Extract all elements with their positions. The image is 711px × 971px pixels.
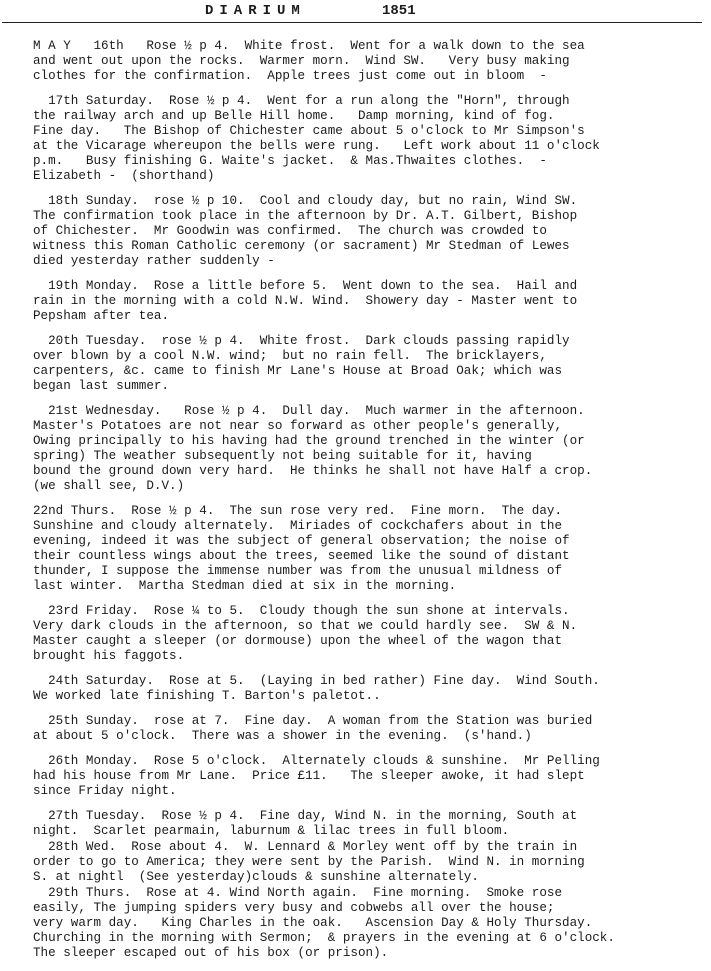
entry-line: and went out upon the rocks. Warmer morn. Wind SW. Very busy making	[33, 54, 570, 68]
entry-line: carpenters, &c. came to finish Mr Lane's House at Broad Oak; which was	[33, 364, 563, 378]
entry-line: 18th Sunday. rose ½ p 10. Cool and cloudy day, but no rain, Wind SW.	[33, 194, 578, 208]
diary-entry	[33, 334, 711, 394]
entry-line: 17th Saturday. Rose ½ p 4. Went for a run along the "Horn", through	[33, 94, 570, 108]
entry-line: 22nd Thurs. Rose ½ p 4. The sun rose very red. Fine morn. The day.	[33, 504, 563, 518]
entry-line: clothes for the confirmation. Apple trees just come out in bloom -	[33, 69, 547, 83]
header-year: 1851	[382, 3, 416, 19]
entry-line: rain in the morning with a cold N.W. Wind. Showery day - Master went to	[33, 294, 578, 308]
entry-line: at about 5 o'clock. There was a shower in the evening. (s'hand.)	[33, 729, 532, 743]
entry-line: 27th Tuesday. Rose ½ p 4. Fine day, Wind N. in the morning, South at	[33, 809, 578, 823]
entry-line: (we shall see, D.V.)	[33, 479, 185, 493]
diary-entry	[33, 674, 711, 704]
entry-line: The confirmation took place in the afternoon by Dr. A.T. Gilbert, Bishop	[33, 209, 578, 223]
diary-entry	[33, 504, 711, 594]
entry-line: witness this Roman Catholic ceremony (or sacrament) Mr Stedman of Lewes	[33, 239, 570, 253]
entry-line: S. at nightl (See yesterday)clouds & sunshine alternately.	[33, 870, 479, 884]
diary-entry	[33, 809, 711, 839]
diary-entry	[33, 194, 711, 269]
entry-line: 29th Thurs. Rose at 4. Wind North again. Fine morning. Smoke rose	[33, 886, 563, 900]
entry-line: of Chichester. Mr Goodwin was confirmed. The church was crowded to	[33, 224, 547, 238]
diary-entry	[33, 886, 711, 961]
diary-entry	[33, 404, 711, 494]
entry-line: 24th Saturday. Rose at 5. (Laying in bed rather) Fine day. Wind South.	[33, 674, 600, 688]
diary-entries	[33, 39, 711, 971]
entry-line: 20th Tuesday. rose ½ p 4. White frost. Dark clouds passing rapidly	[33, 334, 570, 348]
entry-line: p.m. Busy finishing G. Waite's jacket. & Mas.Thwaites clothes. -	[33, 154, 547, 168]
entry-line: at the Vicarage whereupon the bells were rung. Left work about 11 o'clock	[33, 139, 600, 153]
entry-line: Pepsham after tea.	[33, 309, 170, 323]
entry-line: over blown by a cool N.W. wind; but no rain fell. The bricklayers,	[33, 349, 547, 363]
header-rule	[2, 22, 702, 23]
entry-line: spring) The weather subsequently not being suitable for it, having	[33, 449, 532, 463]
page-header	[0, 0, 711, 26]
entry-line: since Friday night.	[33, 784, 177, 798]
entry-line: had his house from Mr Lane. Price £11. The sleeper awoke, it had slept	[33, 769, 585, 783]
entry-line: brought his faggots.	[33, 649, 185, 663]
entry-line: 26th Monday. Rose 5 o'clock. Alternately clouds & sunshine. Mr Pelling	[33, 754, 600, 768]
diary-entry	[33, 279, 711, 324]
entry-line: Churching in the morning with Sermon; & prayers in the evening at 6 o'clock.	[33, 931, 615, 945]
entry-line: thunder, I suppose the immense number was from the unusual mildness of	[33, 564, 563, 578]
entry-line: Fine day. The Bishop of Chichester came about 5 o'clock to Mr Simpson's	[33, 124, 585, 138]
diary-entry	[33, 840, 711, 885]
entry-line: Master's Potatoes are not near so forward as other people's generally,	[33, 419, 563, 433]
entry-line: M A Y 16th Rose ½ p 4. White frost. Went for a walk down to the sea	[33, 39, 585, 53]
diary-entry	[33, 39, 711, 84]
entry-line: The sleeper escaped out of his box (or prison).	[33, 946, 389, 960]
diary-entry	[33, 94, 711, 184]
entry-line: bound the ground down very hard. He thinks he shall not have Half a crop.	[33, 464, 593, 478]
entry-line: Sunshine and cloudy alternately. Miriades of cockchafers about in the	[33, 519, 563, 533]
entry-line: We worked late finishing T. Barton's paletot..	[33, 689, 381, 703]
entry-line: died yesterday rather suddenly -	[33, 254, 275, 268]
header-title: DIARIUM	[205, 3, 306, 19]
diary-entry	[33, 604, 711, 664]
entry-line: order to go to America; they were sent by the Parish. Wind N. in morning	[33, 855, 585, 869]
entry-line: 25th Sunday. rose at 7. Fine day. A woman from the Station was buried	[33, 714, 593, 728]
entry-line: Owing principally to his having had the ground trenched in the winter (or	[33, 434, 585, 448]
entry-line: evening, indeed it was the subject of general observation; the noise of	[33, 534, 570, 548]
entry-line: Elizabeth - (shorthand)	[33, 169, 215, 183]
entry-line: began last summer.	[33, 379, 170, 393]
entry-line: 19th Monday. Rose a little before 5. Went down to the sea. Hail and	[33, 279, 578, 293]
entry-line: Very dark clouds in the afternoon, so that we could hardly see. SW & N.	[33, 619, 578, 633]
entry-line: very warm day. King Charles in the oak. Ascension Day & Holy Thursday.	[33, 916, 593, 930]
entry-line: 23rd Friday. Rose ¼ to 5. Cloudy though the sun shone at intervals.	[33, 604, 570, 618]
entry-line: easily, The jumping spiders very busy and cobwebs all over the house;	[33, 901, 555, 915]
entry-line: night. Scarlet pearmain, laburnum & lilac trees in full bloom.	[33, 824, 510, 838]
entry-line: Master caught a sleeper (or dormouse) upon the wheel of the wagon that	[33, 634, 563, 648]
entry-line: the railway arch and up Belle Hill home. Damp morning, kind of fog.	[33, 109, 555, 123]
entry-line: last winter. Martha Stedman died at six in the morning.	[33, 579, 457, 593]
diary-entry	[33, 714, 711, 744]
diary-entry	[33, 754, 711, 799]
entry-line: their countless wings about the trees, seemed like the sound of distant	[33, 549, 570, 563]
entry-line: 21st Wednesday. Rose ½ p 4. Dull day. Much warmer in the afternoon.	[33, 404, 585, 418]
entry-line: 28th Wed. Rose about 4. W. Lennard & Morley went off by the train in	[33, 840, 578, 854]
